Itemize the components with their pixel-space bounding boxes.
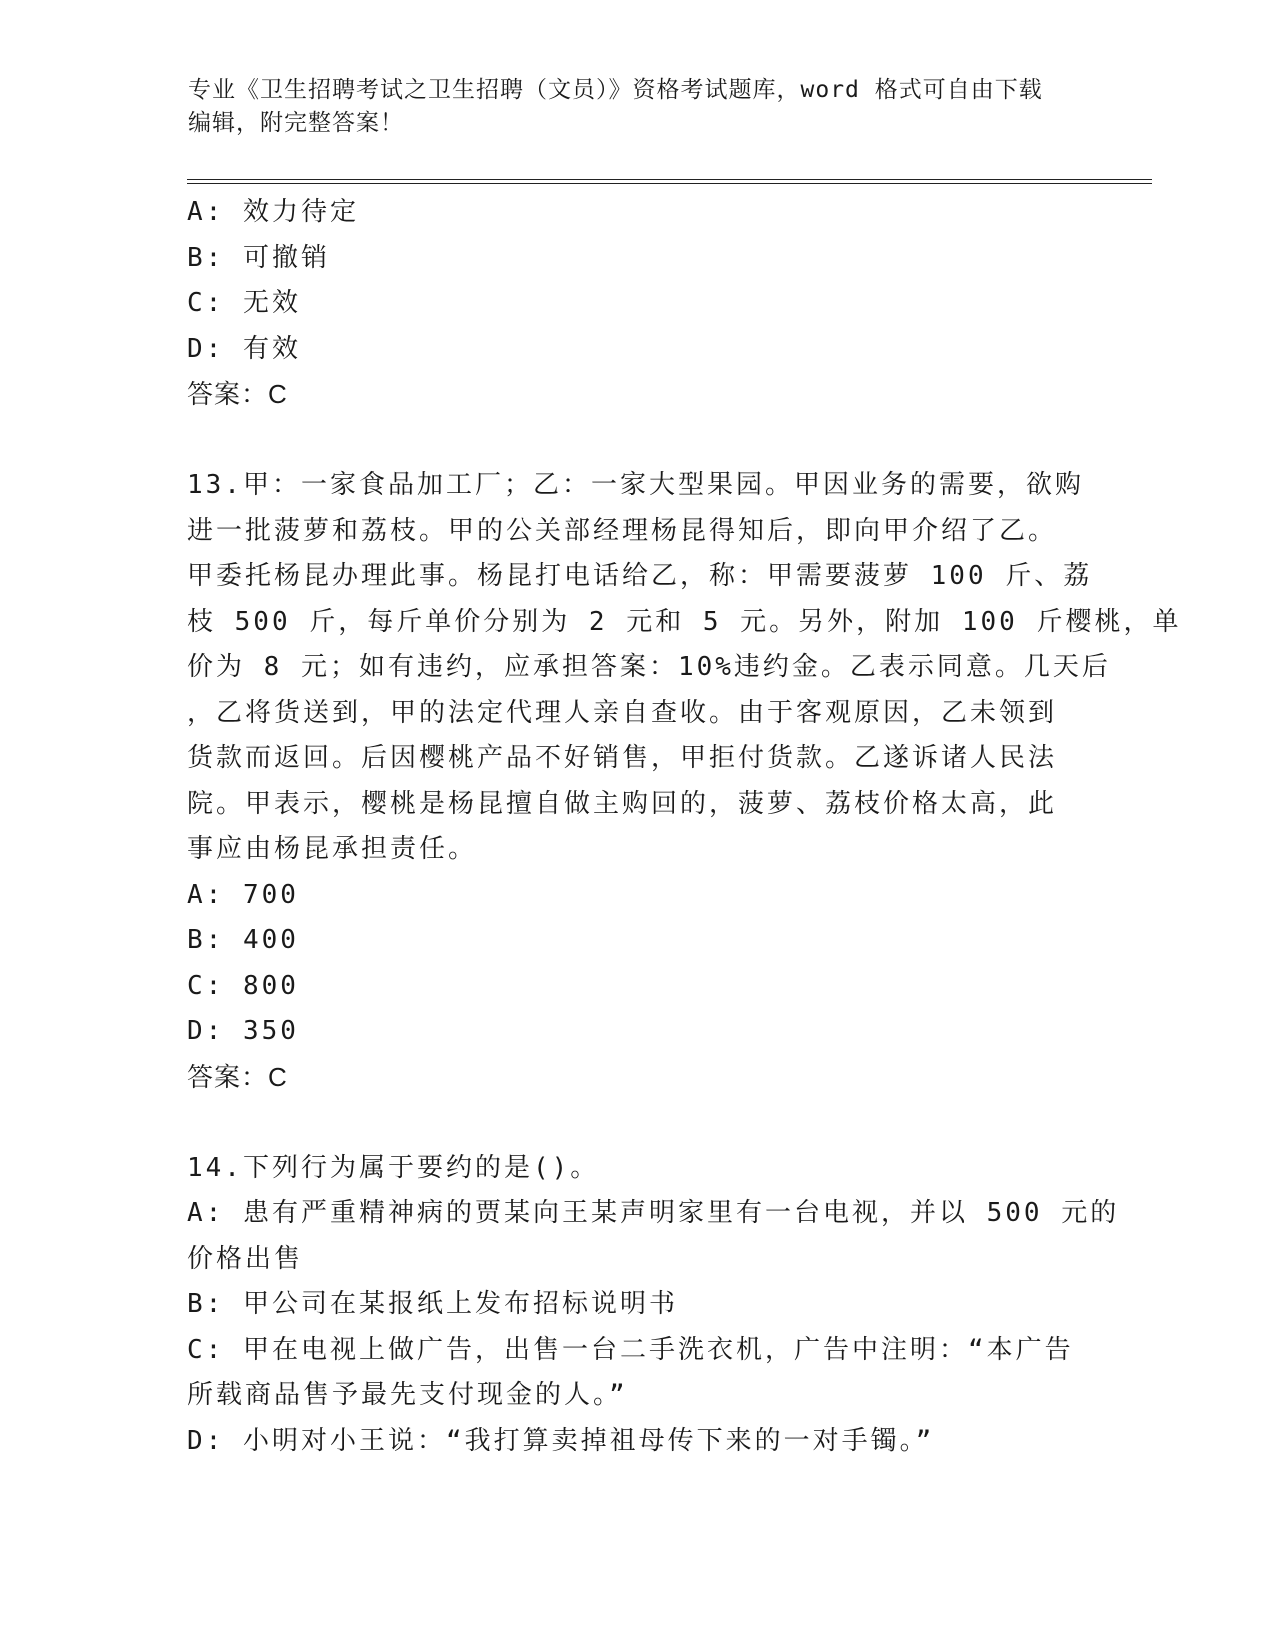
q13-stem-line-3: 甲委托杨昆办理此事。杨昆打电话给乙，称：甲需要菠萝 100 斤、荔 [187,561,1093,591]
question-14 [187,1146,1120,1465]
header-line-2: 编辑，附完整答案！ [188,110,404,136]
question-content [187,190,1182,1464]
q12-answer: 答案：C [187,379,288,409]
header-divider-top [187,179,1152,180]
spacer [187,1100,1087,1146]
q14-option-c-line-2: 所载商品售予最先支付现金的人。” [187,1380,628,1410]
q13-stem-line-5: 价为 8 元；如有违约，应承担答案：10%违约金。乙表示同意。几天后 [187,652,1111,682]
q14-option-a-line-1: A: 患有严重精神病的贾某向王某声明家里有一台电视，并以 500 元的 [187,1198,1120,1228]
q13-stem-line-6: ，乙将货送到，甲的法定代理人亲自查收。由于客观原因，乙未领到 [187,697,1058,728]
document-header [188,74,1068,140]
question-13 [187,463,1182,1100]
q13-option-a: A: 700 [187,879,299,910]
q14-option-b: B: 甲公司在某报纸上发布招标说明书 [187,1289,678,1319]
q13-option-c: C: 800 [187,970,299,1001]
question-12-options [187,190,1087,418]
q13-stem-line-8: 院。甲表示，樱桃是杨昆擅自做主购回的，菠萝、荔枝价格太高，此 [187,788,1058,819]
q13-option-d: D: 350 [187,1016,299,1046]
q13-stem-line-7: 货款而返回。后因樱桃产品不好销售，甲拒付货款。乙遂诉诸人民法 [187,743,1058,773]
q12-option-d: D: 有效 [187,333,301,364]
q13-stem-line-4: 枝 500 斤，每斤单价分别为 2 元和 5 元。另外，附加 100 斤樱桃，单 [187,606,1182,637]
q12-option-b: B: 可撤销 [187,242,330,273]
q14-option-d: D: 小明对小王说：“我打算卖掉祖母传下来的一对手镯。” [187,1425,935,1456]
q13-stem-line-1: 13.甲：一家食品加工厂；乙：一家大型果园。甲因业务的需要，欲购 [187,470,1084,500]
q13-stem-line-9: 事应由杨昆承担责任。 [187,834,478,864]
q13-stem-line-2: 进一批菠萝和荔枝。甲的公关部经理杨昆得知后，即向甲介绍了乙。 [187,515,1058,546]
header-divider-bottom [187,183,1152,184]
q12-option-c: C: 无效 [187,288,301,318]
q13-answer: 答案：C [187,1061,288,1092]
q14-option-a-line-2: 价格出售 [187,1243,304,1274]
q14-stem: 14.下列行为属于要约的是()。 [187,1152,600,1183]
q12-option-a: A: 效力待定 [187,197,359,227]
q14-option-c-line-1: C: 甲在电视上做广告，出售一台二手洗衣机，广告中注明：“本广告 [187,1334,1074,1365]
header-line-1: 专业《卫生招聘考试之卫生招聘（文员）》资格考试题库，word 格式可自由下载 [188,77,1043,103]
q13-option-b: B: 400 [187,925,299,955]
spacer [187,418,1087,464]
